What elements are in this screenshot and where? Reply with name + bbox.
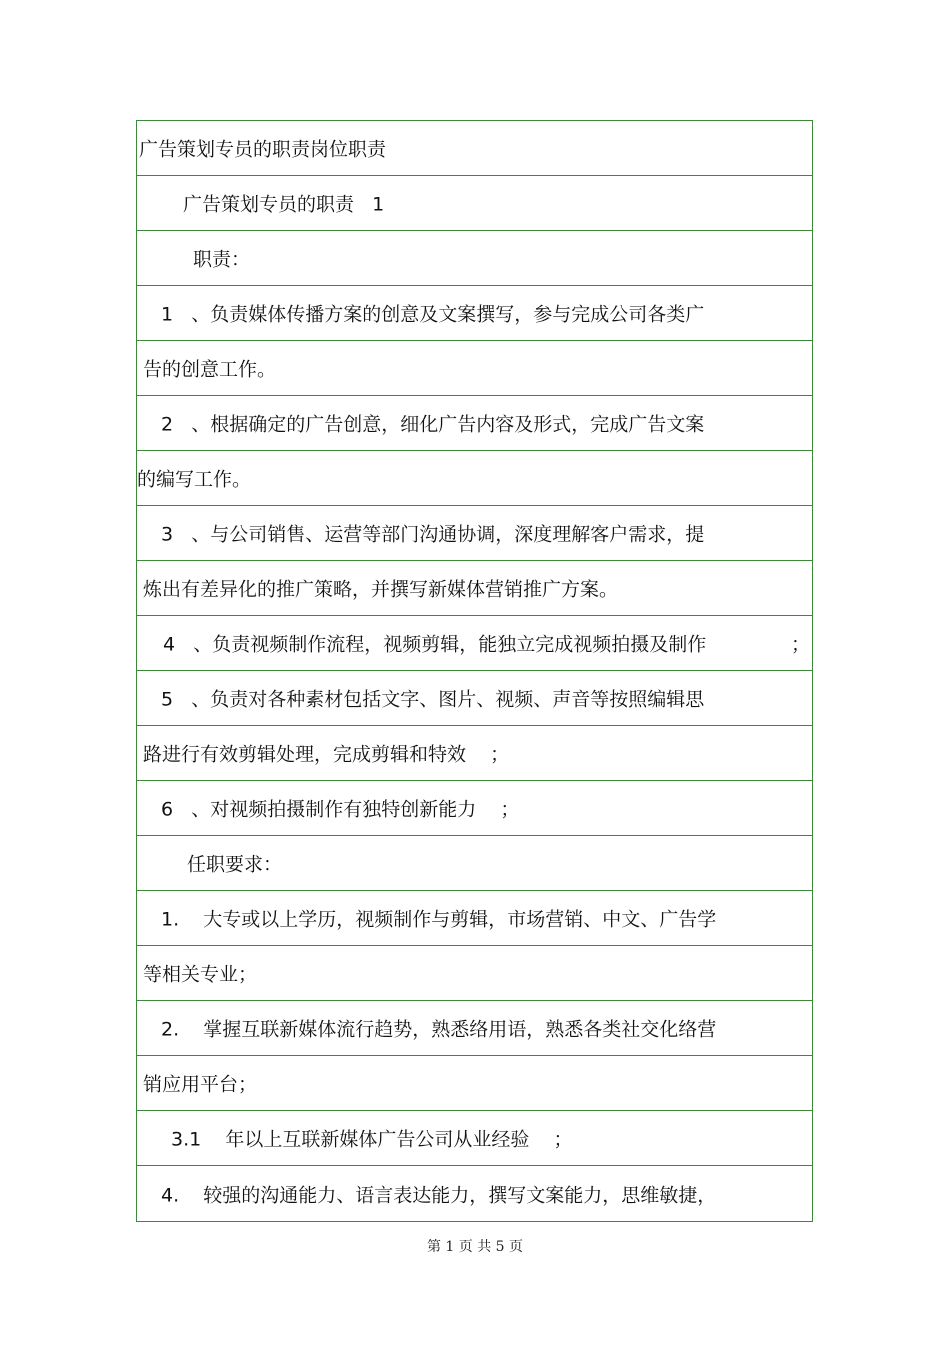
text-row: [137, 671, 812, 726]
text-row: [137, 451, 812, 506]
section-heading: 广告策划专员的职责 1: [183, 193, 385, 216]
text-row: [137, 286, 812, 341]
duty-item-2: 2 、根据确定的广告创意，细化广告内容及形式，完成广告文案: [161, 413, 705, 436]
duty-item-3-cont: 炼出有差异化的推广策略，并撰写新媒体营销推广方案。: [143, 578, 619, 601]
requirement-item-1: 1. 大专或以上学历，视频制作与剪辑，市场营销、中文、广告学: [161, 908, 717, 931]
document-title-row: [137, 121, 812, 176]
requirement-item-2: 2. 掌握互联新媒体流行趋势，熟悉络用语，熟悉各类社交化络营: [161, 1018, 717, 1041]
text-row: [137, 1111, 812, 1166]
document-title: 广告策划专员的职责岗位职责: [139, 138, 387, 161]
text-row: [137, 1056, 812, 1111]
duty-item-1-cont: 告的创意工作。: [143, 358, 277, 381]
responsibilities-heading: 职责：: [193, 248, 251, 271]
text-row: [137, 891, 812, 946]
text-row: [137, 1166, 812, 1221]
duty-item-5: 5 、负责对各种素材包括文字、图片、视频、声音等按照编辑思: [161, 688, 705, 711]
duty-item-2-cont: 的编写工作。: [137, 468, 252, 491]
duty-item-3: 3 、与公司销售、运营等部门沟通协调，深度理解客户需求，提: [161, 523, 705, 546]
page-number-footer: 第 1 页 共 5 页: [426, 1239, 524, 1255]
requirement-item-3: 3.1 年以上互联新媒体广告公司从业经验 ；: [171, 1128, 573, 1151]
text-row: [137, 781, 812, 836]
text-row: [137, 616, 812, 671]
duty-item-4-tail: ；: [790, 633, 810, 656]
text-row: [137, 341, 812, 396]
text-row: [137, 1001, 812, 1056]
text-row: [137, 561, 812, 616]
requirements-heading: 任职要求：: [187, 853, 283, 876]
responsibilities-heading-row: [137, 231, 812, 286]
text-row: [137, 726, 812, 781]
requirement-item-1-cont: 等相关专业；: [143, 963, 258, 986]
section-heading-row: [137, 176, 812, 231]
text-row: [137, 946, 812, 1001]
requirements-heading-row: [137, 836, 812, 891]
requirement-item-2-cont: 销应用平台；: [143, 1073, 258, 1096]
text-row: [137, 396, 812, 451]
duty-item-5-cont: 路进行有效剪辑处理，完成剪辑和特效 ；: [143, 743, 510, 766]
document-table: [136, 120, 813, 1222]
text-row: [137, 506, 812, 561]
duty-item-4: 4 、负责视频制作流程，视频剪辑，能独立完成视频拍摄及制作: [163, 633, 707, 656]
duty-item-1: 1 、负责媒体传播方案的创意及文案撰写，参与完成公司各类广: [161, 303, 705, 326]
duty-item-6: 6 、对视频拍摄制作有独特创新能力 ；: [161, 798, 520, 821]
requirement-item-4: 4. 较强的沟通能力、语言表达能力，撰写文案能力，思维敏捷，: [161, 1184, 717, 1206]
